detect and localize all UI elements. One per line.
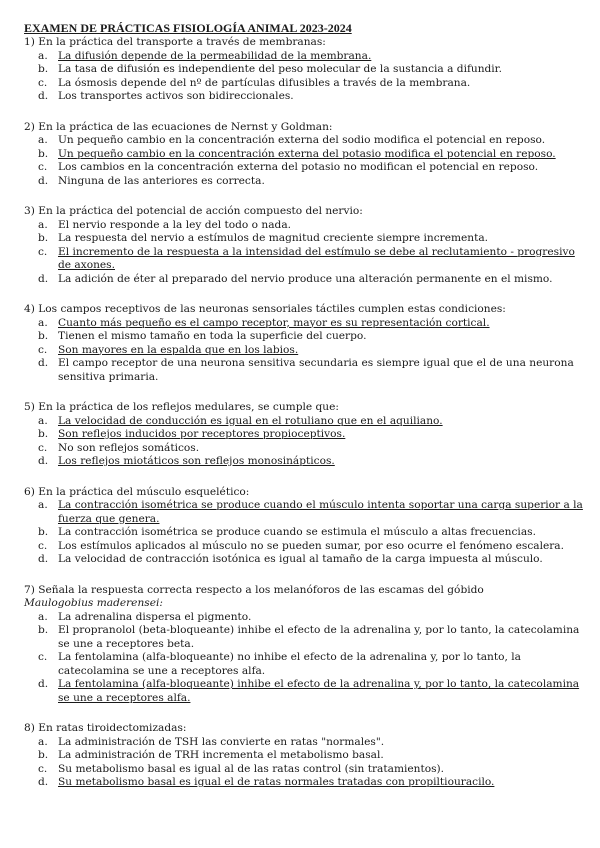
option-letter: b.: [38, 147, 49, 160]
question-3: [24, 205, 584, 286]
option-text: La adrenalina dispersa el pigmento.: [58, 610, 252, 623]
option-letter: b.: [38, 63, 49, 75]
answer-option: [24, 624, 584, 651]
option-letter: d.: [38, 174, 49, 187]
option-text: Ninguna de las anteriores es correcta.: [58, 174, 265, 187]
question-text: 3) En la práctica del potencial de acción compuesto del nervio:: [24, 205, 363, 217]
answer-option: [24, 526, 584, 540]
answer-options: [24, 134, 584, 188]
option-text-correct: La velocidad de conducción es igual en el rotuliano que en el aquiliano.: [58, 414, 443, 427]
question-text: 6) En la práctica del músculo esquelético:: [24, 485, 250, 498]
option-text-correct: Su metabolismo basal es igual el de ratas normales tratadas con propiltiouracilo.: [58, 776, 495, 788]
option-letter: b.: [38, 749, 49, 761]
option-text: La administración de TRH incrementa el metabolismo basal.: [58, 749, 384, 761]
option-text-correct: La difusión depende de la permeabilidad de la membrana.: [58, 49, 372, 62]
option-text: Un pequeño cambio en la concentración externa del sodio modifica el potencial en reposo.: [58, 134, 546, 146]
option-letter: a.: [38, 134, 48, 146]
question-text: 1) En la práctica del transporte a través de membranas:: [24, 36, 326, 48]
option-letter: c.: [38, 161, 48, 173]
option-letter: b.: [38, 526, 49, 538]
option-text-correct: El incremento de la respuesta a la intensidad del estímulo se debe al reclutamiento - progresivo de axones.: [58, 245, 575, 271]
option-text: La respuesta del nervio a estímulos de magnitud creciente siempre incrementa.: [58, 232, 489, 244]
answer-option: [24, 77, 584, 91]
option-text-correct: La fentolamina (alfa-bloqueante) inhibe el efecto de la adrenalina y, por lo tanto, la catecolamina se une a receptores alfa.: [58, 678, 580, 704]
question-text: 7) Señala la respuesta correcta respecto a los melanóforos de las escamas del góbido: [24, 583, 484, 596]
option-letter: a.: [38, 610, 48, 623]
question-1: [24, 36, 584, 104]
answer-option: [24, 540, 584, 554]
option-letter: a.: [38, 49, 48, 62]
option-text: La adición de éter al preparado del nervio produce una alteración permanente en el mismo.: [58, 272, 553, 285]
option-text: Tienen el mismo tamaño en toda la superficie del cuerpo.: [58, 330, 367, 342]
option-letter: a.: [38, 735, 48, 748]
answer-option: [24, 317, 584, 331]
option-letter: c.: [38, 651, 48, 663]
question-text: 5) En la práctica de los reflejos medulares, se cumple que:: [24, 401, 339, 413]
option-text: La fentolamina (alfa-bloqueante) no inhibe el efecto de la adrenalina y, por lo tanto, la catecolamina se une a receptores alfa.: [58, 651, 521, 677]
answer-options: [24, 611, 584, 706]
option-letter: b.: [38, 330, 49, 342]
answer-option: [24, 553, 584, 567]
option-letter: d.: [38, 357, 49, 369]
option-text: Los transportes activos son bidireccionales.: [58, 90, 294, 102]
answer-option: [24, 442, 584, 456]
question-2: [24, 121, 584, 189]
option-text: Los estímulos aplicados al músculo no se pueden sumar, por eso ocurre el fenómeno escalera.: [58, 539, 564, 552]
answer-option: [24, 219, 584, 233]
option-letter: c.: [38, 762, 48, 775]
option-text: La administración de TSH las convierte en ratas "normales".: [58, 735, 385, 748]
question-7: [24, 584, 584, 706]
answer-options: [24, 415, 584, 469]
answer-option: [24, 678, 584, 705]
option-letter: b.: [38, 428, 49, 440]
option-text: La contracción isométrica se produce cuando se estimula el músculo a altas frecuencias.: [58, 526, 536, 538]
option-letter: d.: [38, 455, 49, 467]
answer-option: [24, 357, 584, 384]
option-letter: c.: [38, 245, 48, 258]
answer-options: [24, 499, 584, 567]
answer-option: [24, 330, 584, 344]
option-text: Su metabolismo basal es igual al de las ratas control (sin tratamientos).: [58, 762, 445, 775]
question-list: [24, 36, 584, 790]
answer-option: [24, 499, 584, 526]
answer-option: [24, 161, 584, 175]
option-text: Los cambios en la concentración externa del potasio no modifican el potencial en reposo.: [58, 161, 539, 173]
option-text: El propranolol (beta-bloqueante) inhibe el efecto de la adrenalina y, por lo tanto, la catecolamina se une a receptores beta.: [58, 624, 580, 650]
answer-option: [24, 175, 584, 189]
exam-title: EXAMEN DE PRÁCTICAS FISIOLOGÍA ANIMAL 2023-2024: [24, 21, 352, 35]
answer-option: [24, 232, 584, 246]
answer-option: [24, 246, 584, 273]
option-text: La ósmosis depende del nº de partículas difusibles a través de la membrana.: [58, 76, 471, 89]
option-letter: a.: [38, 499, 48, 511]
question-text: 2) En la práctica de las ecuaciones de Nernst y Goldman:: [24, 120, 333, 133]
question-5: [24, 401, 584, 469]
option-text-correct: La contracción isométrica se produce cuando el músculo intenta soportar una carga superior a la fuerza que genera.: [58, 499, 583, 525]
question-4: [24, 303, 584, 384]
option-text-correct: Un pequeño cambio en la concentración externa del potasio modifica el potencial en reposo.: [58, 147, 556, 160]
answer-options: [24, 317, 584, 385]
answer-option: [24, 428, 584, 442]
answer-option: [24, 763, 584, 777]
answer-option: [24, 134, 584, 148]
question-6: [24, 486, 584, 567]
question-text: 8) En ratas tiroidectomizadas:: [24, 722, 187, 734]
answer-option: [24, 455, 584, 469]
question-text: 4) Los campos receptivos de las neuronas sensoriales táctiles cumplen estas condiciones:: [24, 303, 506, 315]
option-text-correct: Los reflejos miotáticos son reflejos monosinápticos.: [58, 455, 335, 467]
option-letter: a.: [38, 218, 48, 231]
option-text-correct: Son reflejos inducidos por receptores propioceptivos.: [58, 428, 346, 440]
option-text: El nervio responde a la ley del todo o nada.: [58, 218, 292, 231]
answer-option: [24, 273, 584, 287]
option-letter: d.: [38, 678, 49, 690]
answer-option: [24, 776, 584, 790]
option-text: La velocidad de contracción isotónica es igual al tamaño de la carga impuesta al músculo.: [58, 553, 543, 565]
option-text: La tasa de difusión es independiente del peso molecular de la sustancia a difundir.: [58, 63, 502, 75]
option-text: No son reflejos somáticos.: [58, 441, 200, 454]
option-letter: c.: [38, 343, 48, 356]
answer-option: [24, 63, 584, 77]
option-letter: d.: [38, 776, 49, 788]
option-letter: d.: [38, 553, 49, 565]
answer-options: [24, 736, 584, 790]
option-letter: a.: [38, 316, 48, 329]
option-letter: a.: [38, 414, 48, 427]
option-text-correct: Son mayores en la espalda que en los labios.: [58, 343, 299, 356]
option-letter: c.: [38, 539, 48, 552]
answer-option: [24, 611, 584, 625]
option-letter: b.: [38, 624, 49, 636]
exam-page: [24, 22, 584, 807]
answer-options: [24, 50, 584, 104]
option-letter: c.: [38, 441, 48, 454]
option-letter: b.: [38, 232, 49, 244]
answer-option: [24, 651, 584, 678]
answer-option: [24, 50, 584, 64]
answer-option: [24, 749, 584, 763]
option-text-correct: Cuanto más pequeño es el campo receptor, mayor es su representación cortical.: [58, 316, 490, 329]
question-species-name: Maulogobius maderensei:: [24, 597, 163, 609]
option-letter: d.: [38, 90, 49, 102]
option-letter: c.: [38, 76, 48, 89]
answer-option: [24, 344, 584, 358]
option-text: El campo receptor de una neurona sensitiva secundaria es siempre igual que el de una neurona sensitiva primaria.: [58, 357, 574, 383]
answer-option: [24, 90, 584, 104]
answer-option: [24, 736, 584, 750]
answer-options: [24, 219, 584, 287]
option-letter: d.: [38, 272, 49, 285]
answer-option: [24, 148, 584, 162]
question-8: [24, 722, 584, 790]
answer-option: [24, 415, 584, 429]
